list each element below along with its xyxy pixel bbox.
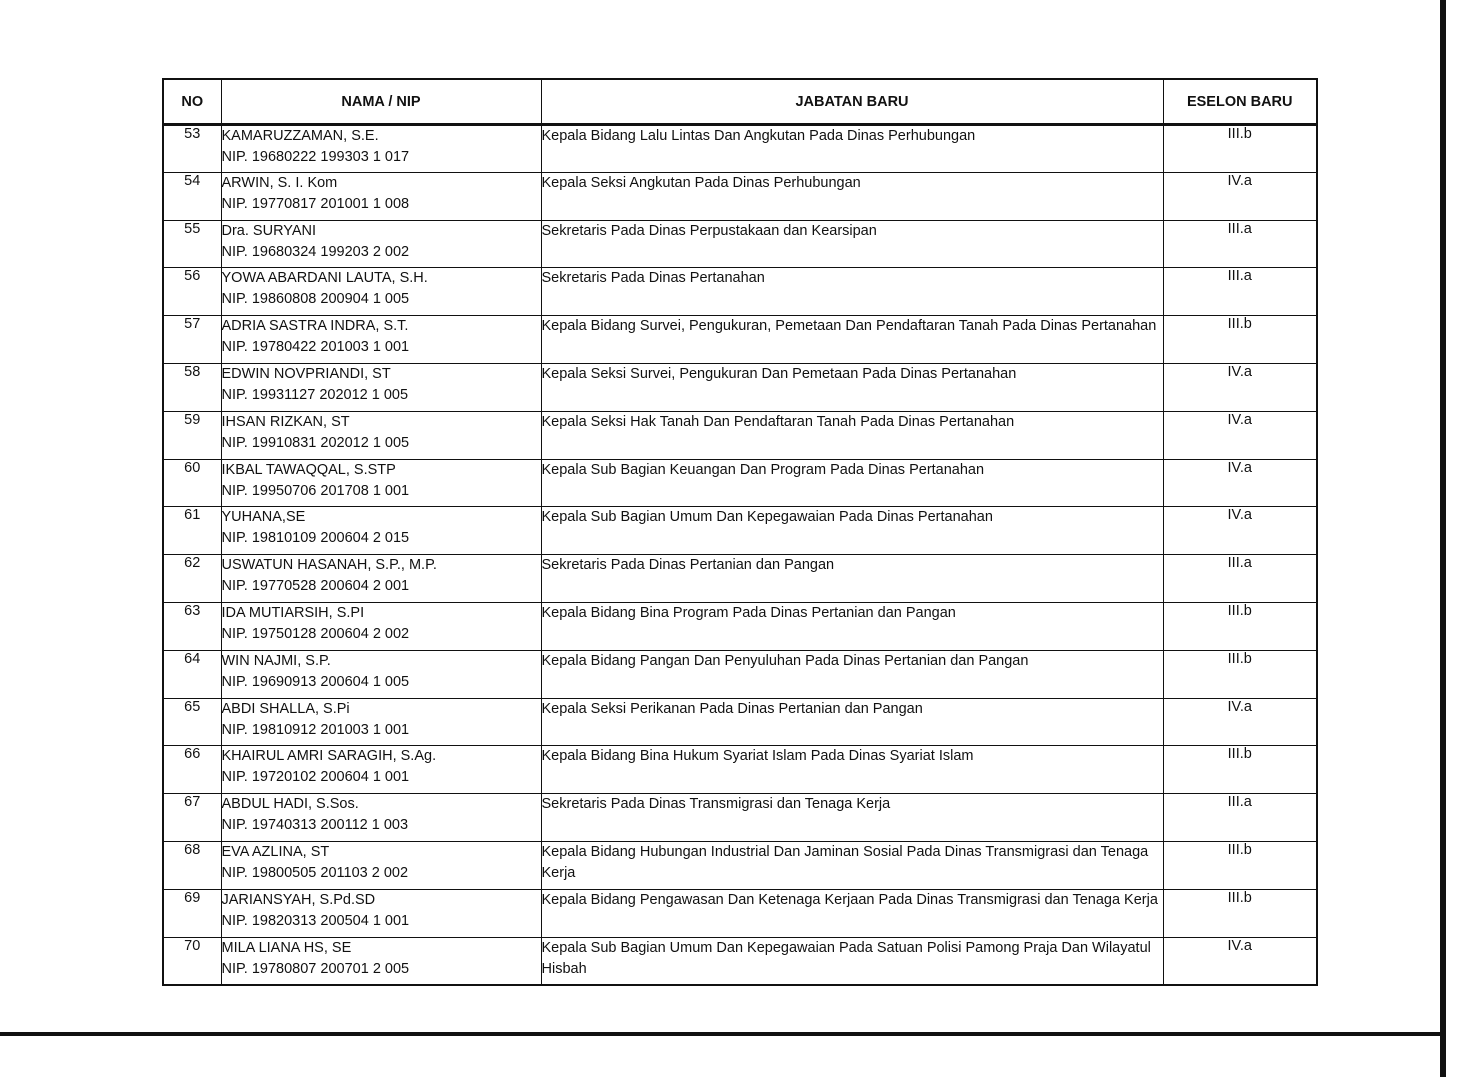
row-number: 56 [163,268,221,316]
position-title: Sekretaris Pada Dinas Pertanian dan Pangan [541,555,1163,603]
employee-nip: NIP. 19800505 201103 2 002 [221,864,409,881]
table-row [163,316,1317,364]
echelon-grade: III.b [1163,602,1317,650]
table-row [163,459,1317,507]
table-row [163,602,1317,650]
employee-nip: NIP. 19750128 200604 2 002 [221,625,410,642]
row-number: 65 [163,698,221,746]
name-nip-cell [221,172,541,220]
employee-name: MILA LIANA HS, SE [221,939,352,956]
table-row [163,841,1317,889]
row-number: 60 [163,459,221,507]
employee-name: YUHANA,SE [221,509,306,526]
employee-nip: NIP. 19931127 202012 1 005 [221,386,409,403]
row-number: 66 [163,746,221,794]
echelon-grade: III.a [1163,220,1317,268]
echelon-grade: III.b [1163,841,1317,889]
echelon-grade: IV.a [1163,363,1317,411]
name-nip-cell [221,889,541,937]
echelon-grade: III.a [1163,555,1317,603]
employee-name: KHAIRUL AMRI SARAGIH, S.Ag. [221,748,437,765]
position-title: Kepala Bidang Pengawasan Dan Ketenaga Kerjaan Pada Dinas Transmigrasi dan Tenaga Kerja [541,889,1163,937]
employee-name: WIN NAJMI, S.P. [221,652,331,669]
echelon-grade: III.a [1163,268,1317,316]
employee-nip: NIP. 19950706 201708 1 001 [221,482,410,499]
row-number: 70 [163,937,221,985]
employee-nip: NIP. 19910831 202012 1 005 [221,434,410,451]
row-number: 57 [163,316,221,364]
employee-nip: NIP. 19680222 199303 1 017 [221,149,410,165]
name-nip-cell [221,937,541,985]
echelon-grade: IV.a [1163,172,1317,220]
employee-nip: NIP. 19680324 199203 2 002 [221,243,410,260]
header-jabatan-baru: JABATAN BARU [541,79,1163,125]
position-title: Kepala Bidang Pangan Dan Penyuluhan Pada Dinas Pertanian dan Pangan [541,650,1163,698]
employee-name: EVA AZLINA, ST [221,843,330,860]
echelon-grade: III.b [1163,889,1317,937]
table-row [163,268,1317,316]
name-nip-cell [221,746,541,794]
employee-name: IKBAL TAWAQQAL, S.STP [221,461,396,478]
employee-name: Dra. SURYANI [221,222,317,239]
position-title: Kepala Seksi Hak Tanah Dan Pendaftaran Tanah Pada Dinas Pertanahan [541,411,1163,459]
name-nip-cell [221,316,541,364]
employee-name: USWATUN HASANAH, S.P., M.P. [221,557,437,574]
name-nip-cell [221,602,541,650]
row-number: 63 [163,602,221,650]
table-row [163,125,1317,173]
header-eselon-baru: ESELON BARU [1163,79,1317,125]
table-row [163,650,1317,698]
officials-table [162,78,1318,986]
row-number: 61 [163,507,221,555]
table-row [163,746,1317,794]
employee-name: ABDI SHALLA, S.Pi [221,700,350,717]
echelon-grade: III.b [1163,650,1317,698]
position-title: Kepala Bidang Lalu Lintas Dan Angkutan Pada Dinas Perhubungan [541,125,1163,173]
echelon-grade: IV.a [1163,937,1317,985]
employee-name: JARIANSYAH, S.Pd.SD [221,891,376,908]
echelon-grade: III.b [1163,316,1317,364]
table-row [163,555,1317,603]
employee-nip: NIP. 19780807 200701 2 005 [221,960,410,977]
name-nip-cell [221,268,541,316]
table-row [163,889,1317,937]
echelon-grade: IV.a [1163,411,1317,459]
table-header [163,79,1317,125]
position-title: Kepala Sub Bagian Umum Dan Kepegawaian Pada Dinas Pertanahan [541,507,1163,555]
name-nip-cell [221,794,541,842]
row-number: 54 [163,172,221,220]
position-title: Kepala Bidang Hubungan Industrial Dan Jaminan Sosial Pada Dinas Transmigrasi dan Tenaga Kerja [541,841,1163,889]
echelon-grade: III.a [1163,794,1317,842]
position-title: Kepala Seksi Survei, Pengukuran Dan Pemetaan Pada Dinas Pertanahan [541,363,1163,411]
position-title: Kepala Seksi Angkutan Pada Dinas Perhubungan [541,172,1163,220]
row-number: 55 [163,220,221,268]
name-nip-cell [221,555,541,603]
table-row [163,698,1317,746]
employee-name: IHSAN RIZKAN, ST [221,413,350,430]
name-nip-cell [221,363,541,411]
position-title: Kepala Sub Bagian Keuangan Dan Program Pada Dinas Pertanahan [541,459,1163,507]
echelon-grade: IV.a [1163,459,1317,507]
row-number: 64 [163,650,221,698]
position-title: Kepala Bidang Bina Hukum Syariat Islam Pada Dinas Syariat Islam [541,746,1163,794]
position-title: Kepala Bidang Bina Program Pada Dinas Pertanian dan Pangan [541,602,1163,650]
echelon-grade: III.b [1163,746,1317,794]
employee-name: ABDUL HADI, S.Sos. [221,796,359,813]
employee-nip: NIP. 19770817 201001 1 008 [221,195,410,212]
position-title: Kepala Bidang Survei, Pengukuran, Pemetaan Dan Pendaftaran Tanah Pada Dinas Pertanahan [541,316,1163,364]
name-nip-cell [221,650,541,698]
employee-nip: NIP. 19810109 200604 2 015 [221,530,410,547]
employee-name: KAMARUZZAMAN, S.E. [221,128,379,144]
table-row [163,937,1317,985]
table-row [163,411,1317,459]
position-title: Kepala Seksi Perikanan Pada Dinas Pertanian dan Pangan [541,698,1163,746]
table-row [163,220,1317,268]
employee-name: ADRIA SASTRA INDRA, S.T. [221,318,409,335]
name-nip-cell [221,507,541,555]
position-title: Sekretaris Pada Dinas Pertanahan [541,268,1163,316]
employee-name: ARWIN, S. I. Kom [221,174,338,191]
table-row [163,794,1317,842]
echelon-grade: IV.a [1163,698,1317,746]
row-number: 67 [163,794,221,842]
table-row [163,507,1317,555]
header-nama-nip: NAMA / NIP [221,79,541,125]
position-title: Kepala Sub Bagian Umum Dan Kepegawaian Pada Satuan Polisi Pamong Praja Dan Wilayatul Hisbah [541,937,1163,985]
name-nip-cell [221,459,541,507]
row-number: 69 [163,889,221,937]
employee-name: YOWA ABARDANI LAUTA, S.H. [221,270,428,287]
employee-nip: NIP. 19720102 200604 1 001 [221,769,410,786]
employee-nip: NIP. 19820313 200504 1 001 [221,912,410,929]
employee-nip: NIP. 19740313 200112 1 003 [221,817,409,834]
table-row [163,363,1317,411]
echelon-grade: III.b [1163,125,1317,173]
echelon-grade: IV.a [1163,507,1317,555]
employee-nip: NIP. 19770528 200604 2 001 [221,578,410,595]
name-nip-cell [221,698,541,746]
table-body [163,125,1317,985]
name-nip-cell [221,220,541,268]
employee-nip: NIP. 19810912 201003 1 001 [221,721,410,738]
header-no: NO [163,79,221,125]
row-number: 62 [163,555,221,603]
row-number: 68 [163,841,221,889]
position-title: Sekretaris Pada Dinas Perpustakaan dan Kearsipan [541,220,1163,268]
employee-name: EDWIN NOVPRIANDI, ST [221,365,391,382]
employee-nip: NIP. 19780422 201003 1 001 [221,339,410,356]
employee-nip: NIP. 19690913 200604 1 005 [221,673,410,690]
employee-name: IDA MUTIARSIH, S.PI [221,604,365,621]
scan-border-bottom [0,1032,1446,1036]
table-row [163,172,1317,220]
row-number: 59 [163,411,221,459]
row-number: 53 [163,125,221,173]
name-nip-cell [221,411,541,459]
name-nip-cell [221,125,541,173]
position-title: Sekretaris Pada Dinas Transmigrasi dan Tenaga Kerja [541,794,1163,842]
name-nip-cell [221,841,541,889]
row-number: 58 [163,363,221,411]
employee-nip: NIP. 19860808 200904 1 005 [221,291,410,308]
scan-border-right [1440,0,1446,1077]
